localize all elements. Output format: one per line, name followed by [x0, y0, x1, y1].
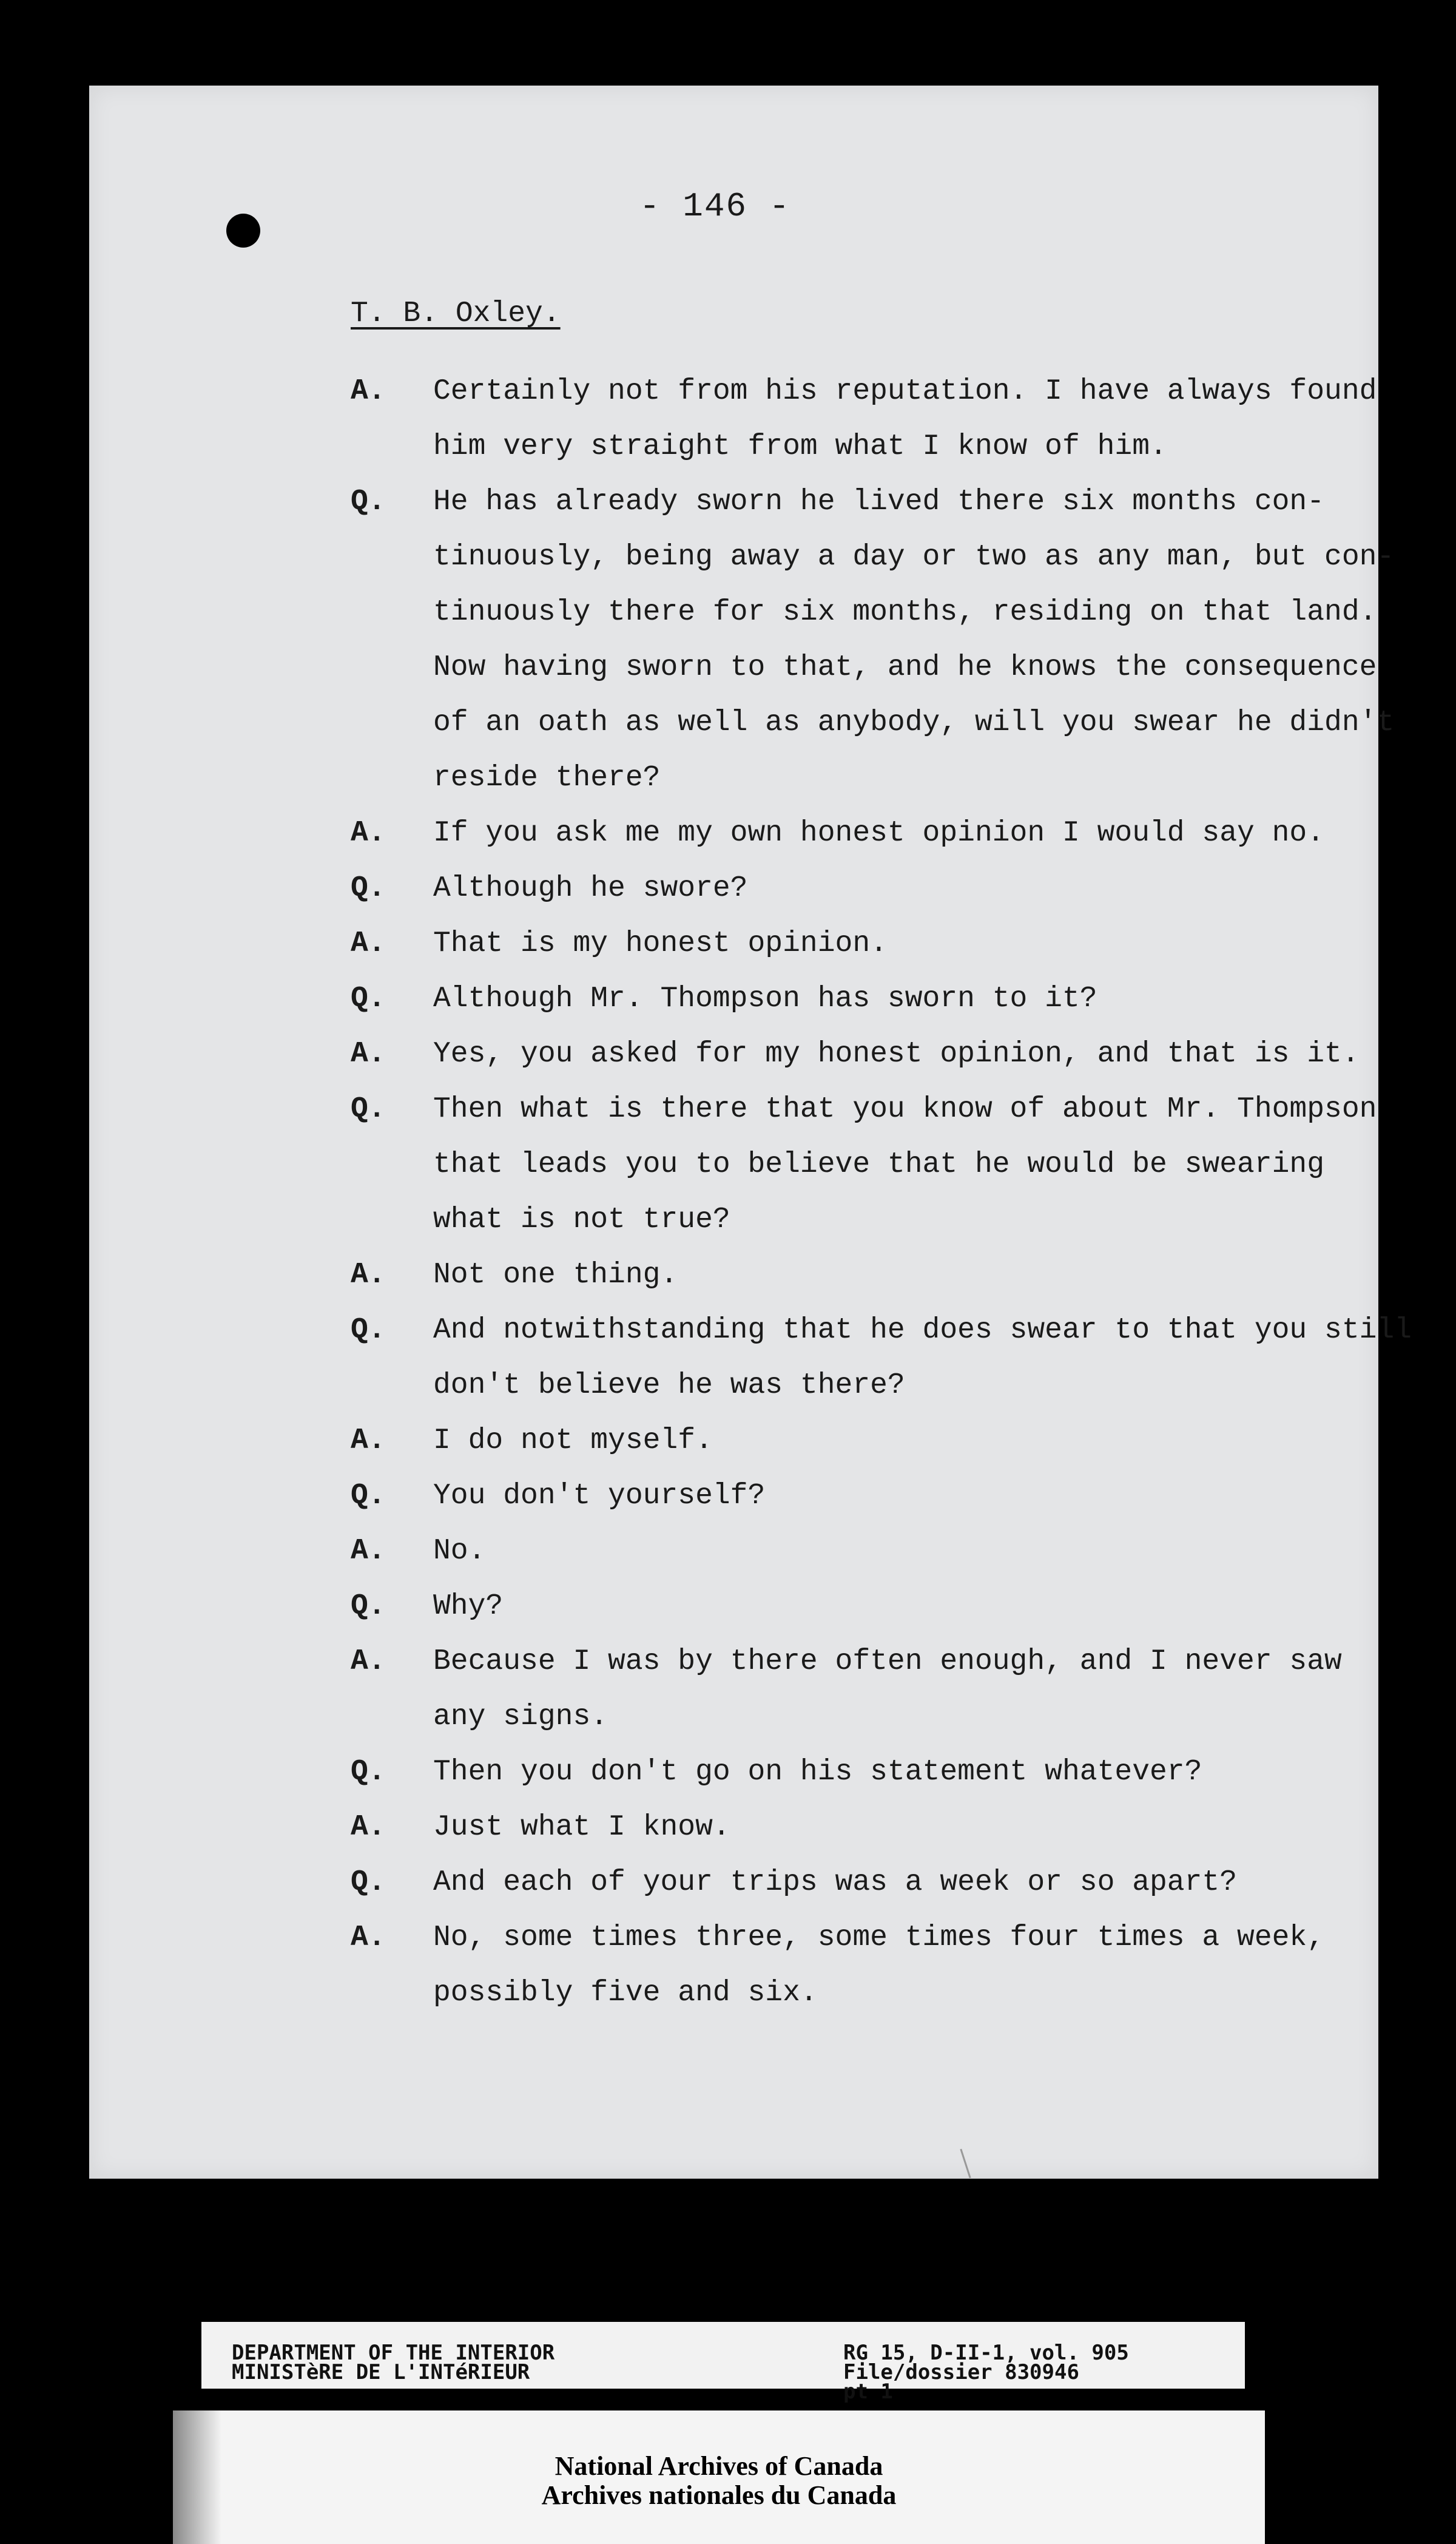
question-entry	[351, 1855, 1346, 1910]
speech-line: him very straight from what I know of him.	[433, 430, 1167, 463]
speaker-marker: Q.	[351, 1093, 386, 1126]
speech-line: And each of your trips was a week or so apart?	[433, 1866, 1238, 1899]
speech-text	[433, 1634, 1346, 1745]
speech-text	[433, 364, 1377, 475]
speech-line: Then you don't go on his statement whatever?	[433, 1756, 1202, 1788]
question-entry	[351, 1469, 1346, 1524]
answer-entry	[351, 916, 1346, 972]
archive-reference-label	[201, 2322, 1245, 2404]
speaker-marker: A.	[351, 375, 386, 408]
question-entry	[351, 861, 1346, 916]
speech-text	[433, 1303, 1412, 1413]
speech-line: of an oath as well as anybody, will you swear he didn't	[433, 706, 1395, 739]
speech-line: He has already sworn he lived there six months con-	[433, 485, 1325, 518]
speaker-marker: A.	[351, 1259, 386, 1291]
speech-line: any signs.	[433, 1700, 608, 1733]
speaker-marker: A.	[351, 927, 386, 960]
speaker-marker: A.	[351, 1645, 386, 1678]
speech-line: Although Mr. Thompson has sworn to it?	[433, 983, 1097, 1015]
speech-line: that leads you to believe that he would be swearing	[433, 1148, 1325, 1181]
answer-entry	[351, 1910, 1346, 2021]
speech-text	[433, 1855, 1346, 1910]
speech-line: Not one thing.	[433, 1259, 678, 1291]
reference-line: File/dossier 830946	[843, 2360, 1079, 2384]
speech-text	[433, 1413, 1346, 1469]
page-number: - 146 -	[639, 187, 791, 226]
speaker-marker: Q.	[351, 1314, 386, 1347]
speaker-marker: Q.	[351, 872, 386, 905]
answer-entry	[351, 1413, 1346, 1469]
archives-footer	[173, 2410, 1265, 2544]
transcript	[351, 364, 1412, 2021]
speech-text	[433, 1469, 1346, 1524]
speaker-marker: Q.	[351, 1480, 386, 1512]
speaker-marker: A.	[351, 1535, 386, 1568]
speech-line: possibly five and six.	[433, 1977, 818, 2009]
speech-line: Why?	[433, 1590, 504, 1623]
speech-line: what is not true?	[433, 1203, 730, 1236]
speech-line: Just what I know.	[433, 1811, 730, 1844]
speech-line: Now having sworn to that, and he knows the consequence	[433, 651, 1377, 684]
speech-line: If you ask me my own honest opinion I would say no.	[433, 817, 1325, 850]
answer-entry	[351, 806, 1346, 861]
department-line: MINISTèRE DE L'INTéRIEUR	[232, 2360, 530, 2384]
speech-line: Yes, you asked for my honest opinion, and that is it.	[433, 1038, 1360, 1071]
speech-text	[433, 1248, 1346, 1303]
answer-entry	[351, 1634, 1346, 1745]
speech-text	[433, 1082, 1377, 1248]
file-reference	[843, 2341, 1129, 2404]
answer-entry	[351, 364, 1377, 475]
speech-line: No.	[433, 1535, 486, 1568]
speech-line: tinuously, being away a day or two as any man, but con-	[433, 541, 1395, 573]
speech-text	[433, 1579, 1346, 1634]
speaker-marker: A.	[351, 817, 386, 850]
answer-entry	[351, 1524, 1346, 1579]
speaker-marker: A.	[351, 1921, 386, 1954]
archives-name	[173, 2452, 1265, 2510]
speech-text	[433, 1027, 1360, 1082]
department-name	[232, 2343, 554, 2382]
speech-text	[433, 806, 1346, 861]
question-entry	[351, 972, 1346, 1027]
answer-entry	[351, 1248, 1346, 1303]
witness-heading: T. B. Oxley.	[351, 297, 561, 330]
footer-shadow	[173, 2410, 221, 2544]
answer-entry	[351, 1027, 1360, 1082]
speech-text	[433, 475, 1394, 806]
speech-text	[433, 1745, 1346, 1800]
speech-text	[433, 972, 1346, 1027]
question-entry	[351, 1303, 1412, 1413]
archives-name-french: Archives nationales du Canada	[541, 2480, 897, 2510]
speaker-marker: A.	[351, 1424, 386, 1457]
speech-line: Then what is there that you know of about Mr. Thompson	[433, 1093, 1377, 1126]
speaker-marker: Q.	[351, 983, 386, 1015]
question-entry	[351, 475, 1395, 806]
speech-text	[433, 1800, 1346, 1855]
speaker-marker: A.	[351, 1811, 386, 1844]
speaker-marker: A.	[351, 1038, 386, 1071]
question-entry	[351, 1745, 1346, 1800]
speaker-marker: Q.	[351, 1590, 386, 1623]
speech-line: And notwithstanding that he does swear to that you still	[433, 1314, 1412, 1347]
speech-text	[433, 861, 1346, 916]
reference-line: pt 1	[843, 2380, 893, 2404]
punch-hole	[226, 214, 260, 248]
speech-line: You don't yourself?	[433, 1480, 766, 1512]
archives-name-english: National Archives of Canada	[554, 2451, 883, 2481]
speech-line: Certainly not from his reputation. I have always found	[433, 375, 1377, 408]
reference-line: RG 15, D-II-1, vol. 905	[843, 2341, 1129, 2365]
speech-text	[433, 1524, 1346, 1579]
answer-entry	[351, 1800, 1346, 1855]
speech-line: don't believe he was there?	[433, 1369, 905, 1402]
department-line: DEPARTMENT OF THE INTERIOR	[232, 2341, 555, 2365]
speaker-marker: Q.	[351, 1866, 386, 1899]
speech-line: That is my honest opinion.	[433, 927, 888, 960]
speech-text	[433, 916, 1346, 972]
speech-line: reside there?	[433, 762, 661, 794]
speech-text	[433, 1910, 1346, 2021]
question-entry	[351, 1082, 1377, 1248]
speech-line: Because I was by there often enough, and I never saw	[433, 1645, 1342, 1678]
speaker-marker: Q.	[351, 485, 386, 518]
question-entry	[351, 1579, 1346, 1634]
speaker-marker: Q.	[351, 1756, 386, 1788]
speech-line: I do not myself.	[433, 1424, 713, 1457]
speech-line: Although he swore?	[433, 872, 748, 905]
speech-line: tinuously there for six months, residing on that land.	[433, 596, 1377, 629]
speech-line: No, some times three, some times four times a week,	[433, 1921, 1325, 1954]
